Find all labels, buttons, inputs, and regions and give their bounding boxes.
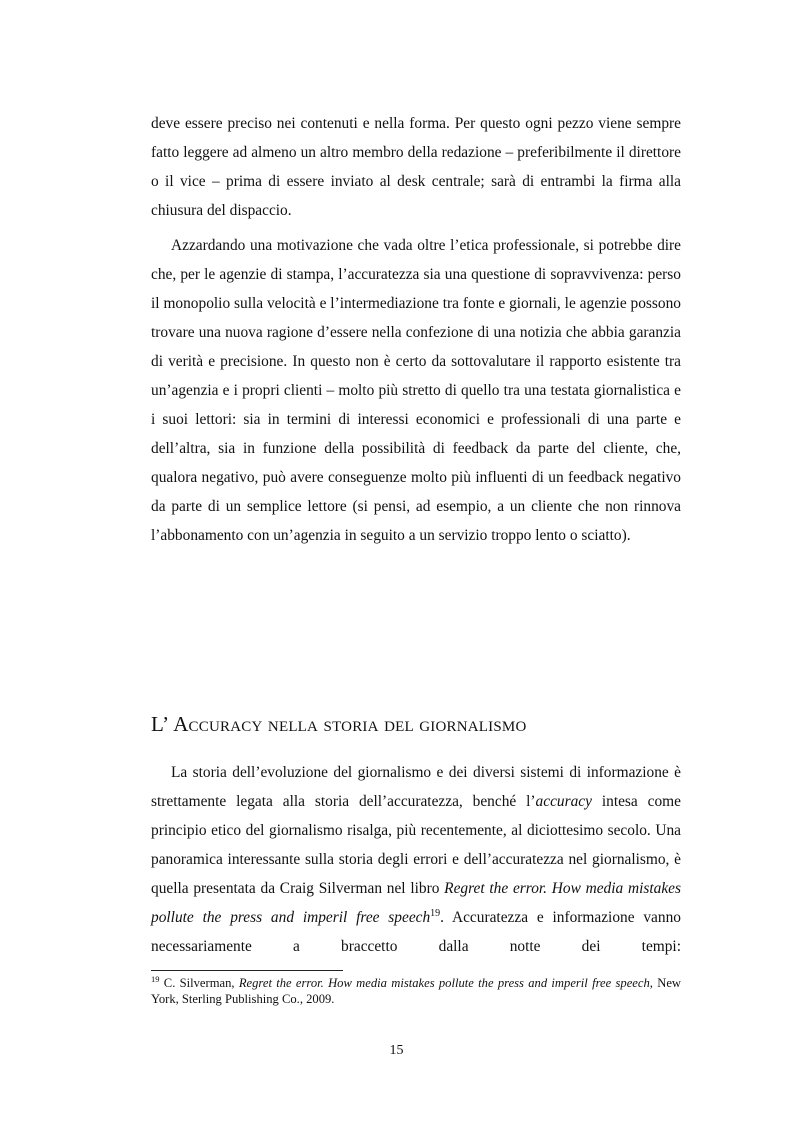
paragraph-3-text-c: . Accuratezza e informazione vanno necessariamente a braccetto dalla notte dei tempi:: [151, 909, 681, 955]
footnote-author: C. Silverman,: [159, 976, 239, 990]
paragraph-1: deve essere preciso nei contenuti e nella forma. Per questo ogni pezzo viene sempre fatto leggere ad almeno un altro membro della redazione – preferibilmente il direttore o il vice – prima di essere inviato al desk centrale; sarà di entrambi la firma alla chiusura del dispaccio.: [151, 115, 681, 219]
paragraph-2: Azzardando una motivazione che vada oltre l’etica professionale, si potrebbe dire che, per le agenzie di stampa, l’accuratezza sia una questione di sopravvivenza: perso il monopolio sulla velocità e l’intermediazione tra fonte e giornali, le agenzie possono trovare una nuova ragione d’essere nella confezione di una notizia che abbia garanzia di verità e precisione. In questo non è certo da sottovalutare il rapporto esistente tra un’agenzia e i propri clienti – molto più stretto di quello tra una testata giornalistica e i suoi lettori: sia in termini di interessi economici e professionali di una parte e dell’altra, sia in funzione della possibilità di feedback da parte del cliente, che, qualora negativo, può avere conseguenze molto più influenti di un feedback negativo da parte di un semplice lettore (si pensi, ad esempio, a un cliente che non rinnova l’abbonamento con un’agenzia in seguito a un servizio troppo lento o sciatto).: [151, 237, 681, 544]
paragraph-3-text-a: La storia dell’evoluzione del giornalismo e dei diversi sistemi di informazione è strettamente legata alla storia dell’accuratezza, benché l’: [151, 764, 681, 810]
footnote-separator: [151, 970, 343, 971]
footnote-number: 19: [151, 974, 160, 984]
heading-prefix: L’: [151, 712, 174, 736]
italic-term-accuracy: accuracy: [535, 793, 592, 810]
footnote-reference: 19: [430, 908, 441, 919]
footnote-publication: , New York, Sterling Publishing Co., 2009.: [151, 976, 682, 1006]
section-heading: [151, 712, 526, 737]
heading-title: Accuracy nella storia del giornalismo: [173, 712, 527, 736]
page-number: 15: [389, 1043, 404, 1058]
book-title: Regret the error. How media mistakes pollute the press and imperil free speech: [151, 880, 681, 926]
footnote: [151, 975, 681, 1007]
paragraph-3: [151, 758, 681, 961]
paragraph-3-text-b: intesa come principio etico del giornalismo risalga, più recentemente, al diciottesimo secolo. Una panoramica interessante sulla storia degli errori e dell’accuratezza nel giornalismo, è quella presentata da Craig Silverman nel libro: [151, 793, 681, 897]
footnote-title: Regret the error. How media mistakes pollute the press and imperil free speech: [238, 976, 650, 990]
